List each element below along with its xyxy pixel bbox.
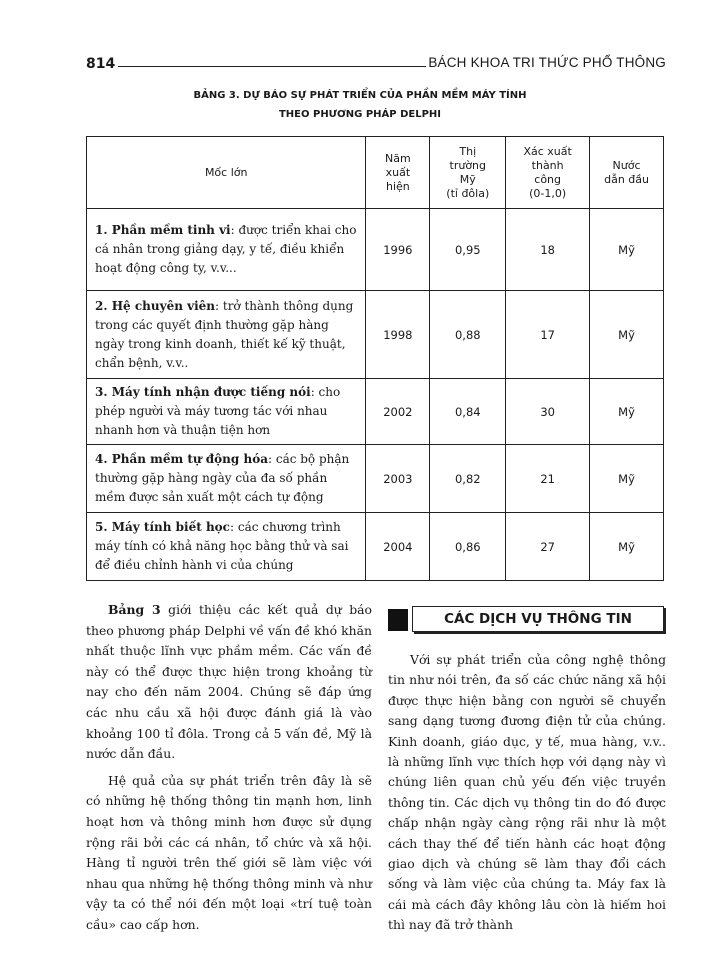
col-header-year: Năm xuất hiện [366,137,430,209]
row-leader: Mỹ [590,291,664,379]
row-year: 1998 [366,291,430,379]
row-market: 0,88 [430,291,506,379]
left-paragraph-1: Bảng 3 giới thiệu các kết quả dự báo theo phương pháp Delphi về vấn đề khó khăn nhất thuộc lĩnh vực phầm mềm. Các vấn đề này có thể được thực hiện trong khoảng từ nay cho đến năm 2004. Chúng sẽ đáp ứng các nhu cầu xã hội được đánh giá là vào khoảng 100 tỉ đôla. Trong cả 5 vấn đề, Mỹ là nước dẫn đầu. [86,602,373,762]
row-description: 1. Phần mềm tinh vi: được triển khai cho cá nhân trong giảng dạy, y tế, điều khiển hoạt động công ty, v.v... [87,209,366,291]
header-rule [118,66,426,67]
col-header-leader: Nước dẫn đầu [590,137,664,209]
row-year: 2004 [366,513,430,581]
table-row [87,445,664,513]
left-paragraph-2: Hệ quả của sự phát triển trên đây là sẽ có những hệ thống thông tin mạnh hơn, linh hoạt hơn và thông minh hơn được sử dụng rộng rãi bởi các cá nhân, tổ chức và xã hội. Hàng tỉ người trên thế giới sẽ làm việc với nhau qua những hệ thống thông minh và như vậy ta có thể nói đến một loại «trí tuệ toàn cầu» cao cấp hơn. [86,772,372,932]
row-year: 2003 [366,445,430,513]
page-header [86,52,666,76]
row-description: 4. Phần mềm tự động hóa: các bộ phận thường gặp hàng ngày của đa số phần mềm được sản xuất một cách tự động [87,445,366,513]
row-leader: Mỹ [590,379,664,445]
right-column [388,600,666,936]
right-paragraph-1: Với sự phát triển của công nghệ thông tin như nói trên, đa số các chức năng xã hội được thực hiện bằng con người sẽ chuyển sang dạng tương đương điện tử của chúng. Kinh doanh, giáo dục, y tế, mua hàng, v.v.. là những lĩnh vực thích hợp với dạng này vì chúng liên quan chủ yếu đến việc truyền thông tin. Các dịch vụ thông tin do đó được chấp nhận ngày càng rộng rãi như là một cách thay thế để tiến hành các hoạt động giao dịch và chúng sẽ làm thay đổi cách sống và làm việc của chúng ta. Máy fax là cái mà cách đây không lâu còn là hiếm hoi thì nay đã trở thành [388,652,666,933]
row-market: 0,86 [430,513,506,581]
row-market: 0,84 [430,379,506,445]
row-probability: 30 [506,379,590,445]
col-header-probability: Xác xuất thành công (0-1,0) [506,137,590,209]
section-title: CÁC DỊCH VỤ THÔNG TIN [444,611,632,627]
table-title: BẢNG 3. DỰ BÁO SỰ PHÁT TRIỂN CỦA PHẦN MỀM MÁY TÍNH [193,90,527,101]
row-market: 0,82 [430,445,506,513]
row-description: 2. Hệ chuyên viên: trở thành thông dụng trong các quyết định thường gặp hàng ngày trong kinh doanh, thiết kế kỹ thuật, chẩn bệnh, v.v.. [87,291,366,379]
row-year: 2002 [366,379,430,445]
left-column [86,600,372,942]
right-text [388,650,666,936]
delphi-forecast-table [86,136,664,581]
row-probability: 17 [506,291,590,379]
section-marker-block [388,609,408,631]
col-header-milestone: Mốc lớn [87,137,366,209]
table-subtitle: THEO PHƯƠNG PHÁP DELPHI [278,109,442,120]
running-title: BÁCH KHOA TRI THỨC PHỔ THÔNG [428,55,666,70]
row-leader: Mỹ [590,209,664,291]
row-description: 3. Máy tính nhận được tiếng nói: cho phép người và máy tương tác với nhau nhanh hơn và thuận tiện hơn [87,379,366,445]
row-description: 5. Máy tính biết học: các chương trình máy tính có khả năng học bằng thử và sai để điều chỉnh hành vi của chúng [87,513,366,581]
table-row [87,291,664,379]
page-number: 814 [86,56,116,72]
col-header-market: Thị trường Mỹ (tỉ đôla) [430,137,506,209]
table-header-row [87,137,664,209]
row-probability: 18 [506,209,590,291]
row-year: 1996 [366,209,430,291]
row-probability: 27 [506,513,590,581]
row-leader: Mỹ [590,445,664,513]
table-row [87,379,664,445]
row-probability: 21 [506,445,590,513]
table-row [87,513,664,581]
row-market: 0,95 [430,209,506,291]
section-title-box [412,606,664,632]
row-leader: Mỹ [590,513,664,581]
table-row [87,209,664,291]
section-heading [388,600,666,632]
